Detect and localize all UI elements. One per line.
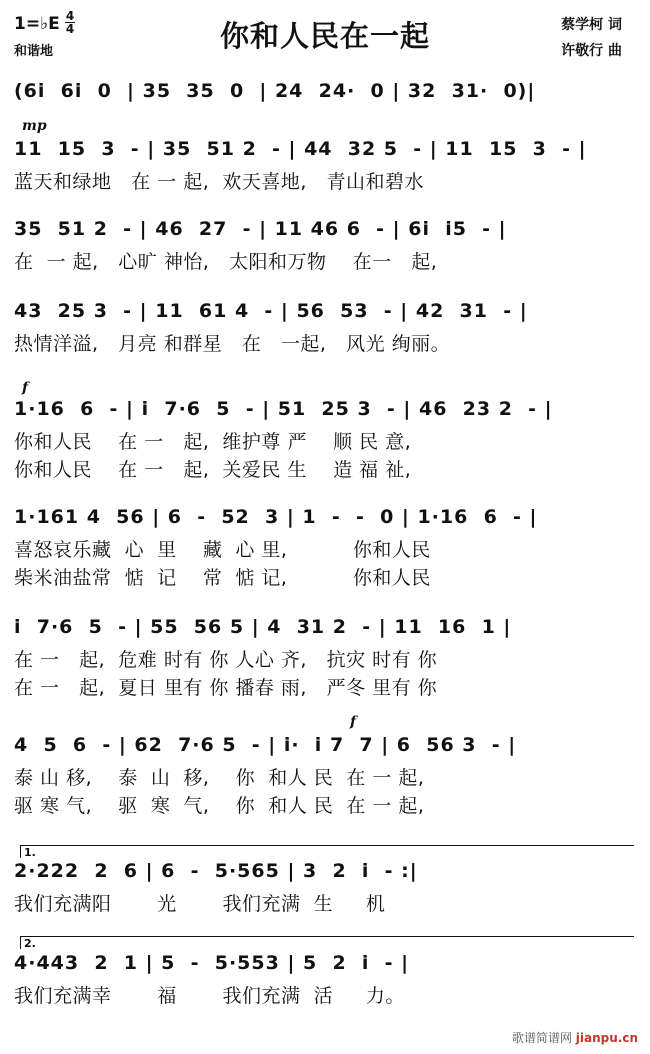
notation-row xyxy=(14,730,636,760)
lyric-line: 泰 山 移, 泰 山 移, 你 和人 民 在 一 起, xyxy=(14,767,425,789)
volta-2: 2. xyxy=(20,936,634,949)
notation-row xyxy=(14,394,636,424)
notation-row xyxy=(14,134,636,164)
lyric-line: 在 一 起, 心旷 神怡, 太阳和万物 在一 起, xyxy=(14,251,438,273)
notation-line: 1·16 6 - | i 7·6 5 - | 51 25 3 - | 46 23 2 - | xyxy=(14,398,553,420)
dynamic-f-1: f xyxy=(22,380,29,396)
site-url: jianpu.cn xyxy=(575,1031,638,1045)
lyric-line: 我们充满幸 福 我们充满 活 力。 xyxy=(14,985,405,1007)
notation-row xyxy=(14,612,636,642)
lyric-line: 在 一 起, 夏日 里有 你 播春 雨, 严冬 里有 你 xyxy=(14,677,438,699)
notation-row xyxy=(14,76,636,106)
notation-line: 1·161 4 56 | 6 - 52 3 | 1 - - 0 | 1·16 6 - | xyxy=(14,506,538,528)
notation-row xyxy=(14,948,636,978)
key-signature: 1=♭E xyxy=(14,14,60,34)
lyric-line: 驱 寒 气, 驱 寒 气, 你 和人 民 在 一 起, xyxy=(14,795,425,817)
notation-row xyxy=(14,856,636,886)
song-title: 你和人民在一起 xyxy=(219,19,430,53)
lyric-line: 你和人民 在 一 起, 维护尊 严 顺 民 意, xyxy=(14,431,412,453)
notation-line: 43 25 3 - | 11 61 4 - | 56 53 - | 42 31 - | xyxy=(14,300,528,322)
notation-line: (6i 6i 0 | 35 35 0 | 24 24· 0 | 32 31· 0)| xyxy=(14,80,536,102)
tempo-marking: 和谐地 xyxy=(14,44,54,59)
lyric-line: 蓝天和绿地 在 一 起, 欢天喜地, 青山和碧水 xyxy=(14,171,424,193)
lyric-line: 热情洋溢, 月亮 和群星 在 一起, 风光 绚丽。 xyxy=(14,333,451,355)
notation-row xyxy=(14,296,636,326)
lyric-line: 喜怒哀乐藏 心 里 藏 心 里, 你和人民 xyxy=(14,539,431,561)
notation-line: 11 15 3 - | 35 51 2 - | 44 32 5 - | 11 15 3 - | xyxy=(14,138,587,160)
notation-line: 4·443 2 1 | 5 - 5·553 | 5 2 i - | xyxy=(14,952,410,974)
lyricist-credit: 蔡学柯 词 xyxy=(561,17,622,33)
site-label: 歌谱简谱网 xyxy=(511,1031,572,1045)
notation-row xyxy=(14,214,636,244)
notation-line: i 7·6 5 - | 55 56 5 | 4 31 2 - | 11 16 1 | xyxy=(14,616,512,638)
composer-credit: 许敬行 曲 xyxy=(561,43,622,59)
meter-top: 4 xyxy=(65,9,75,23)
site-watermark xyxy=(512,1029,638,1046)
lyric-line: 你和人民 在 一 起, 关爱民 生 造 福 祉, xyxy=(14,459,412,481)
volta-1: 1. xyxy=(20,845,634,858)
meter-bottom: 4 xyxy=(65,22,75,36)
lyric-line: 在 一 起, 危难 时有 你 人心 齐, 抗灾 时有 你 xyxy=(14,649,438,671)
lyric-line: 我们充满阳 光 我们充满 生 机 xyxy=(14,893,386,915)
dynamic-mp: mp xyxy=(22,118,47,134)
dynamic-f-2: f xyxy=(350,714,357,730)
notation-line: 35 51 2 - | 46 27 - | 11 46 6 - | 6i i5 - | xyxy=(14,218,507,240)
notation-row xyxy=(14,502,636,532)
lyric-line: 柴米油盐常 惦 记 常 惦 记, 你和人民 xyxy=(14,567,431,589)
notation-line: 4 5 6 - | 62 7·6 5 - | i· i 7 7 | 6 56 3 - | xyxy=(14,734,517,756)
notation-line: 2·222 2 6 | 6 - 5·565 | 3 2 i - :| xyxy=(14,860,418,882)
